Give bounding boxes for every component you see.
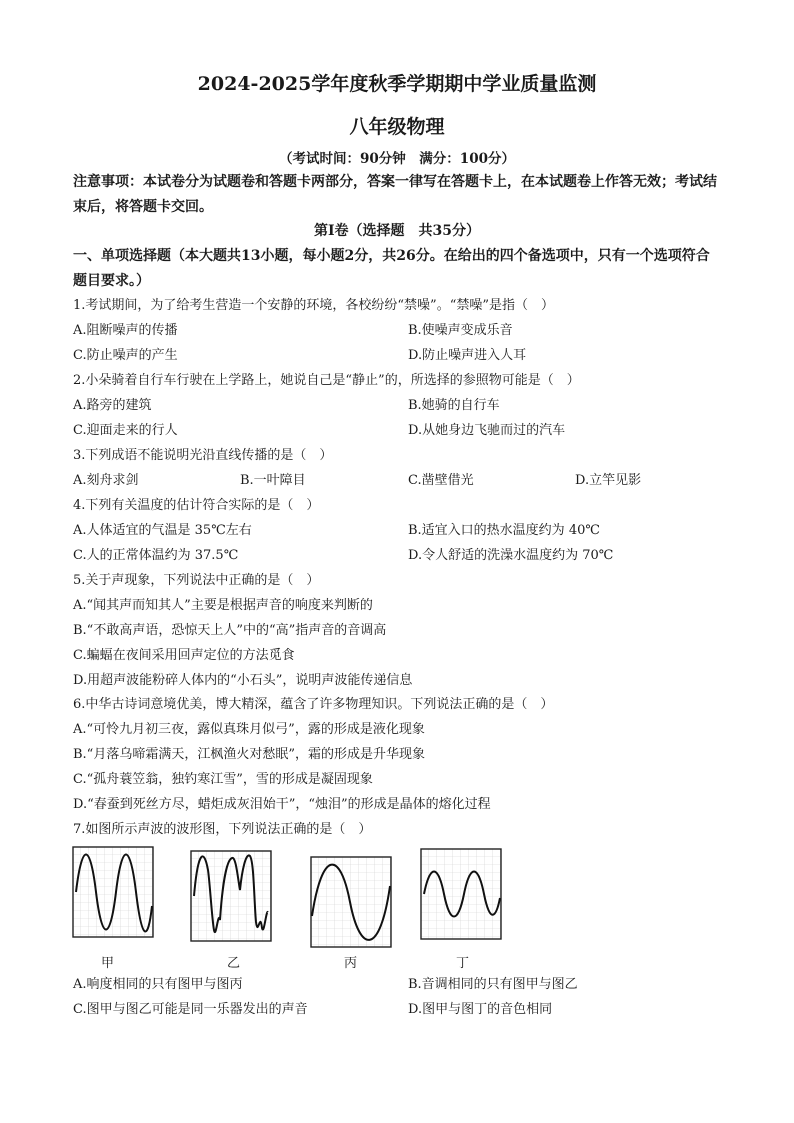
option: A.“闻其声而知其人”主要是根据声音的响度来判断的 xyxy=(73,598,373,613)
question-stem: 3.下列成语不能说明光沿直线传播的是（ ） xyxy=(73,448,333,463)
waveform-jia xyxy=(72,846,154,938)
subject-title: 八年级物理 xyxy=(349,116,445,138)
option: D.图甲与图丁的音色相同 xyxy=(408,1002,553,1017)
option: B.她骑的自行车 xyxy=(408,398,500,413)
option: C.凿壁借光 xyxy=(408,473,474,488)
option: A.响度相同的只有图甲与图丙 xyxy=(73,977,243,992)
option: D.“春蚕到死丝方尽，蜡炬成灰泪始干”，“烛泪”的形成是晶体的熔化过程 xyxy=(73,797,491,812)
part-title: 一、单项选择题（本大题共13小题，每小题2分，共26分。在给出的四个备选项中，只有一个选项符合题目要求。） xyxy=(73,248,710,289)
waveform-ding xyxy=(420,848,502,940)
question-stem: 5.关于声现象，下列说法中正确的是（ ） xyxy=(73,573,320,588)
waveform-yi xyxy=(190,850,272,942)
option: B.“月落乌啼霜满天，江枫渔火对愁眠”，霜的形成是升华现象 xyxy=(73,747,425,762)
option: C.图甲与图乙可能是同一乐器发出的声音 xyxy=(73,1002,308,1017)
option: C.迎面走来的行人 xyxy=(73,423,178,438)
option: B.音调相同的只有图甲与图乙 xyxy=(408,977,578,992)
option: A.人体适宜的气温是 35℃左右 xyxy=(73,523,252,538)
option: C.人的正常体温约为 37.5℃ xyxy=(73,548,239,563)
figure-label: 乙 xyxy=(227,956,241,971)
option: A.“可怜九月初三夜，露似真珠月似弓”，露的形成是液化现象 xyxy=(73,722,425,737)
section-title: 第Ⅰ卷（选择题 共35分） xyxy=(313,223,481,239)
option: A.阻断噪声的传播 xyxy=(73,323,178,338)
question-stem: 6.中华古诗词意境优美，博大精深，蕴含了许多物理知识。下列说法正确的是（ ） xyxy=(73,697,554,712)
figure-label: 甲 xyxy=(101,956,115,971)
question-stem: 7.如图所示声波的波形图，下列说法正确的是（ ） xyxy=(73,822,372,837)
option: D.立竿见影 xyxy=(575,473,642,488)
option: D.从她身边飞驰而过的汽车 xyxy=(408,423,566,438)
waveform-bing xyxy=(310,856,392,948)
option: D.用超声波能粉碎人体内的“小石头”，说明声波能传递信息 xyxy=(73,673,413,688)
option: C.“孤舟蓑笠翁，独钓寒江雪”，雪的形成是凝固现象 xyxy=(73,772,373,787)
option: B.使噪声变成乐音 xyxy=(408,323,513,338)
question-stem: 1.考试期间，为了给考生营造一个安静的环境，各校纷纷“禁噪”。“禁噪”是指（ ） xyxy=(73,298,554,313)
exam-info: （考试时间：90分钟 满分：100分） xyxy=(279,151,515,167)
question-stem: 4.下列有关温度的估计符合实际的是（ ） xyxy=(73,498,320,513)
question-stem: 2.小朵骑着自行车行驶在上学路上，她说自己是“静止”的，所选择的参照物可能是（ ） xyxy=(73,373,580,388)
option: A.路旁的建筑 xyxy=(73,398,152,413)
option: B.“不敢高声语，恐惊天上人”中的“高”指声音的音调高 xyxy=(73,623,387,638)
option: D.令人舒适的洗澡水温度约为 70℃ xyxy=(408,548,614,563)
option: C.蝙蝠在夜间采用回声定位的方法觅食 xyxy=(73,648,295,663)
option: B.一叶障目 xyxy=(240,473,306,488)
option: D.防止噪声进入人耳 xyxy=(408,348,527,363)
option: B.适宜入口的热水温度约为 40℃ xyxy=(408,523,600,538)
notice-text: 注意事项：本试卷分为试题卷和答题卡两部分，答案一律写在答题卡上，在本试题卷上作答无效；考试结束后，将答题卡交回。 xyxy=(73,174,717,215)
option: A.刻舟求剑 xyxy=(73,473,139,488)
figure-label: 丙 xyxy=(344,956,358,971)
exam-title: 2024-2025学年度秋季学期期中学业质量监测 xyxy=(197,73,597,95)
option: C.防止噪声的产生 xyxy=(73,348,178,363)
figure-label: 丁 xyxy=(456,956,470,971)
